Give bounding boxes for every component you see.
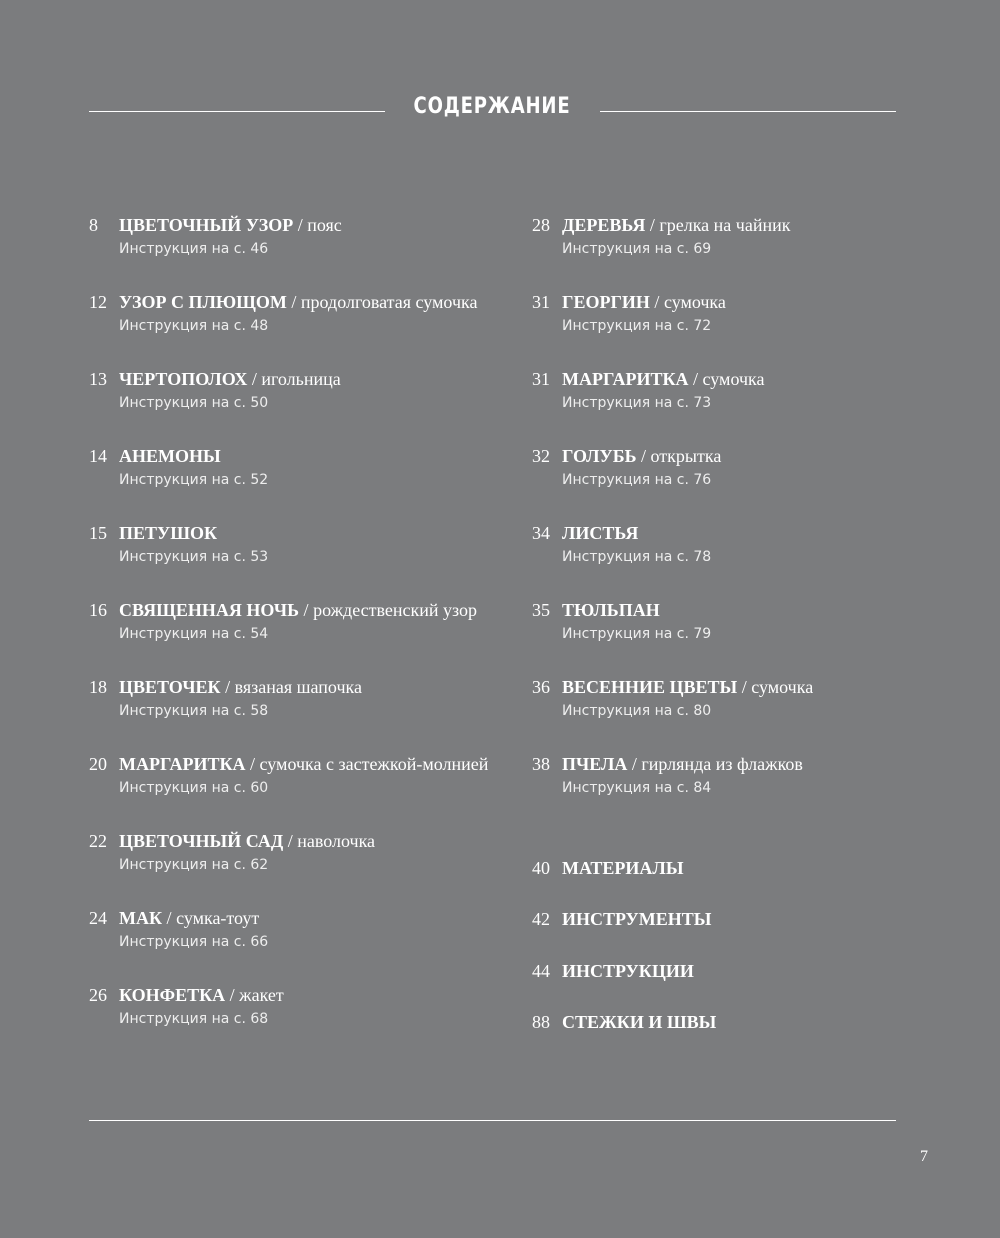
toc-instruction-ref: Инструкция на с. 84 <box>562 780 712 796</box>
toc-separator: / <box>636 446 651 466</box>
toc-separator: / <box>286 292 301 312</box>
page-title: СОДЕРЖАНИЕ <box>413 94 571 119</box>
toc-separator: / <box>225 985 240 1005</box>
toc-separator: / <box>299 600 314 620</box>
toc-entry-name: ЦВЕТОЧНЫЙ УЗОР <box>119 215 294 235</box>
toc-page-number: 20 <box>89 754 107 774</box>
toc-separator: / <box>283 831 298 851</box>
toc-page-number: 15 <box>89 523 107 543</box>
toc-page-number: 16 <box>89 600 107 620</box>
toc-entry-name: ЦВЕТОЧЕК <box>119 677 221 697</box>
toc-separator: / <box>649 292 664 312</box>
toc-entry-description: пояс <box>307 215 342 235</box>
toc-entry-description: продолговатая сумочка <box>300 292 478 312</box>
toc-entry-description: сумка-тоут <box>176 908 260 928</box>
toc-instruction-ref: Инструкция на с. 54 <box>119 626 269 642</box>
toc-page-number: 8 <box>89 215 98 235</box>
toc-page-number: 22 <box>89 831 107 851</box>
toc-entry-description: игольница <box>261 369 341 389</box>
toc-instruction-ref: Инструкция на с. 79 <box>562 626 712 642</box>
toc-instruction-ref: Инструкция на с. 60 <box>119 780 269 796</box>
toc-entry-description: сумочка <box>751 677 814 697</box>
toc-page-number: 18 <box>89 677 107 697</box>
toc-separator: / <box>247 369 262 389</box>
toc-right-column <box>532 214 932 1054</box>
toc-page-number: 26 <box>89 985 107 1005</box>
toc-entry-name: ПЧЕЛА <box>562 754 628 774</box>
toc-instruction-ref: Инструкция на с. 62 <box>119 857 269 873</box>
toc-entry-description: рождественский узор <box>313 600 478 620</box>
toc-page-number: 24 <box>89 908 107 928</box>
toc-separator: / <box>220 677 235 697</box>
toc-page-number: 40 <box>532 858 550 878</box>
toc-entry-name: МАТЕРИАЛЫ <box>562 858 684 878</box>
toc-separator: / <box>627 754 642 774</box>
toc-page-number: 31 <box>532 369 550 389</box>
toc-entry-name: ЛИСТЬЯ <box>562 523 639 543</box>
toc-page-number: 13 <box>89 369 107 389</box>
toc-entry-name: СТЕЖКИ И ШВЫ <box>562 1011 717 1032</box>
toc-entry-name: МАРГАРИТКА <box>119 754 246 774</box>
toc-entry-name: ВЕСЕННИЕ ЦВЕТЫ <box>562 677 738 697</box>
toc-entry-name: АНЕМОНЫ <box>119 446 221 466</box>
toc-separator: / <box>245 754 260 774</box>
toc-instruction-ref: Инструкция на с. 76 <box>562 472 712 488</box>
toc-page-number: 36 <box>532 677 550 697</box>
toc-left-column <box>89 214 509 1054</box>
toc-entry-name: ИНСТРУКЦИИ <box>562 960 694 981</box>
toc-entry-name: ГОЛУБЬ <box>562 446 637 466</box>
toc-page-number: 88 <box>532 1011 550 1032</box>
toc-separator: / <box>293 215 308 235</box>
toc-page-number: 31 <box>532 292 550 312</box>
toc-instruction-ref: Инструкция на с. 68 <box>119 1011 269 1027</box>
toc-instruction-ref: Инструкция на с. 72 <box>562 318 712 334</box>
toc-instruction-ref: Инструкция на с. 73 <box>562 395 712 411</box>
toc-entry-name: ГЕОРГИН <box>562 292 650 312</box>
toc-entry-name: ИНСТРУМЕНТЫ <box>562 909 712 930</box>
toc-entry-name: СВЯЩЕННАЯ НОЧЬ <box>119 600 300 620</box>
footer-rule <box>89 1120 896 1121</box>
toc-entry-description: вязаная шапочка <box>234 677 362 697</box>
toc-page-number: 28 <box>532 215 550 235</box>
toc-instruction-ref: Инструкция на с. 69 <box>562 241 712 257</box>
toc-entry-description: жакет <box>239 985 284 1005</box>
toc-entry-name: МАК <box>119 908 163 928</box>
toc-instruction-ref: Инструкция на с. 80 <box>562 703 712 719</box>
toc-entry-name: КОНФЕТКА <box>119 985 226 1005</box>
page-number: 7 <box>920 1148 928 1165</box>
toc-entry-description: сумочка с застежкой-молнией <box>259 754 489 774</box>
toc-entry-name: МАРГАРИТКА <box>562 369 689 389</box>
toc-instruction-ref: Инструкция на с. 50 <box>119 395 269 411</box>
toc-page-number: 38 <box>532 754 550 774</box>
toc-entry-name: ДЕРЕВЬЯ <box>562 215 646 235</box>
toc-page-number: 34 <box>532 523 550 543</box>
toc-entry-name: ЧЕРТОПОЛОХ <box>119 369 248 389</box>
toc-instruction-ref: Инструкция на с. 46 <box>119 241 269 257</box>
toc-separator: / <box>645 215 660 235</box>
toc-entry-description: сумочка <box>663 292 726 312</box>
toc-entry-description: гирлянда из флажков <box>641 754 803 774</box>
toc-instruction-ref: Инструкция на с. 78 <box>562 549 712 565</box>
toc-entry-name: УЗОР С ПЛЮЩОМ <box>119 292 287 312</box>
toc-separator: / <box>737 677 752 697</box>
toc-entry-description: открытка <box>650 446 722 466</box>
toc-instruction-ref: Инструкция на с. 66 <box>119 934 269 950</box>
toc-separator: / <box>162 908 177 928</box>
toc-page-number: 35 <box>532 600 550 620</box>
toc-page-number: 32 <box>532 446 550 466</box>
toc-entry-name: ТЮЛЬПАН <box>562 600 660 620</box>
toc-entry-description: сумочка <box>702 369 765 389</box>
toc-instruction-ref: Инструкция на с. 48 <box>119 318 269 334</box>
toc-page-number: 14 <box>89 446 107 466</box>
toc-entry-name: ЦВЕТОЧНЫЙ САД <box>119 831 284 851</box>
toc-entry-description: наволочка <box>297 831 376 851</box>
toc-page-number: 44 <box>532 960 550 981</box>
header-rule-left <box>89 111 385 112</box>
toc-separator: / <box>688 369 703 389</box>
toc-entry-description: грелка на чайник <box>659 215 791 235</box>
toc-entry-name: ПЕТУШОК <box>119 523 218 543</box>
toc-instruction-ref: Инструкция на с. 58 <box>119 703 269 719</box>
toc-instruction-ref: Инструкция на с. 53 <box>119 549 269 565</box>
toc-page-number: 12 <box>89 292 107 312</box>
toc-instruction-ref: Инструкция на с. 52 <box>119 472 269 488</box>
header-rule-right <box>600 111 896 112</box>
toc-page-number: 42 <box>532 909 550 930</box>
